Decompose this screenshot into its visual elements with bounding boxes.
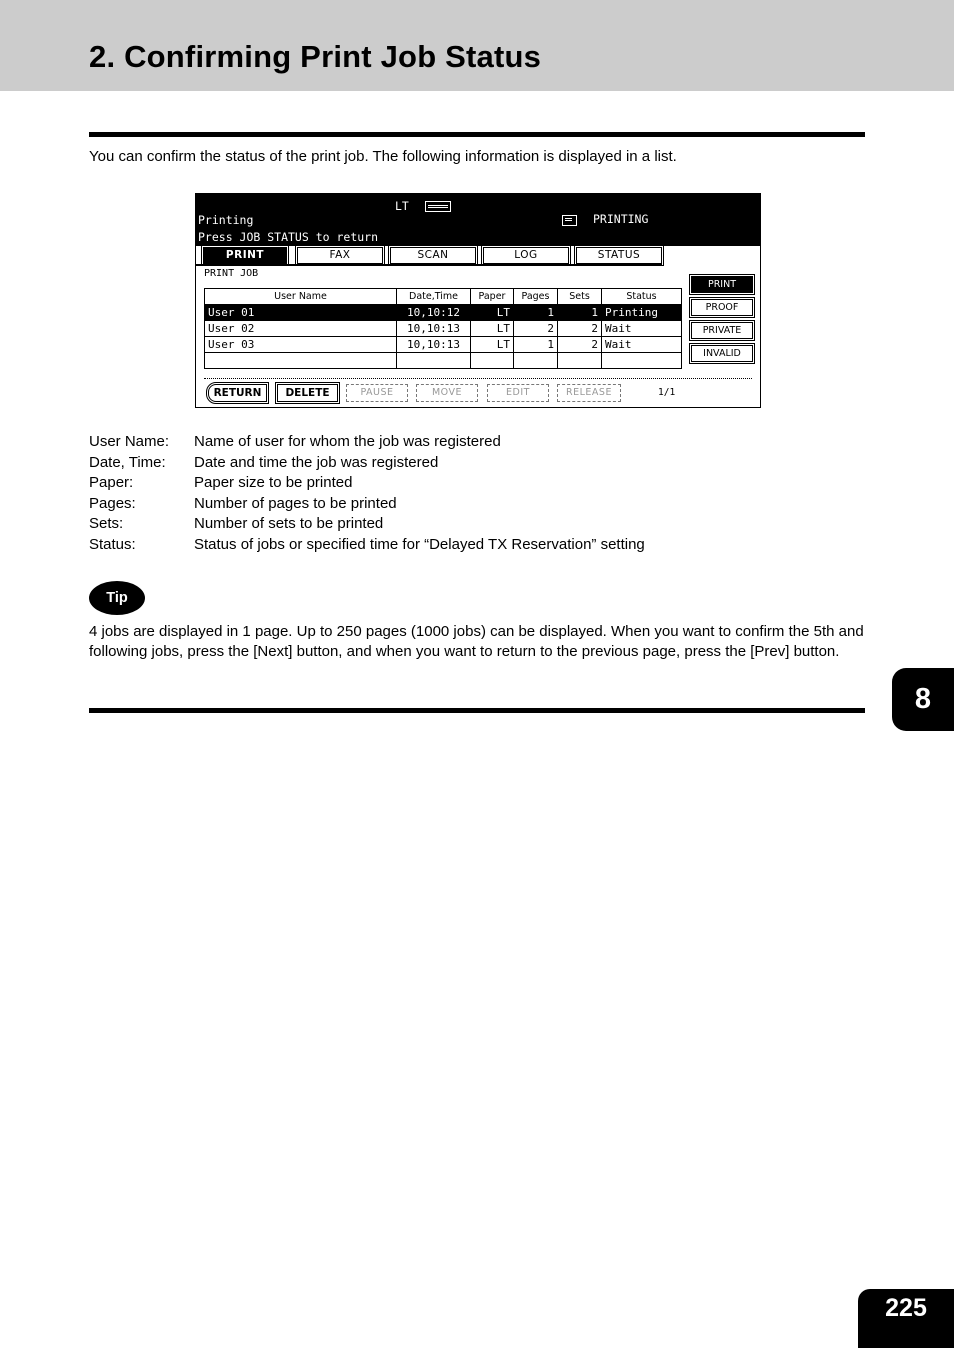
cell-datetime: 10,10:13 (397, 337, 471, 353)
proof-filter-button[interactable]: PROOF (691, 299, 753, 316)
definition-term: Sets: (89, 515, 124, 532)
printer-icon (562, 215, 577, 226)
cell-sets: 1 (558, 305, 602, 321)
cell-paper: LT (471, 337, 514, 353)
cell-paper: LT (471, 321, 514, 337)
panel-divider (204, 378, 752, 379)
table-row[interactable] (205, 337, 682, 353)
table-row[interactable] (205, 305, 682, 321)
chapter-tab: 8 (892, 668, 954, 731)
edit-button[interactable]: EDIT (487, 384, 549, 402)
cell-pages: 1 (514, 337, 558, 353)
definition-desc: Paper size to be printed (194, 474, 353, 491)
col-status: Status (602, 289, 682, 305)
tab-print[interactable]: PRINT (203, 247, 287, 264)
cell-sets: 2 (558, 321, 602, 337)
definition-term: Pages: (89, 494, 136, 512)
status-right: PRINTING (593, 212, 649, 226)
private-filter-button[interactable]: PRIVATE (691, 322, 753, 339)
definition-desc: Number of pages to be printed (194, 494, 397, 512)
col-sets: Sets (558, 289, 602, 305)
col-paper: Paper (471, 289, 514, 305)
delete-button[interactable]: DELETE (277, 384, 338, 402)
cell-paper: LT (471, 305, 514, 321)
print-filter-button[interactable]: PRINT (691, 276, 753, 293)
cell-datetime: 10,10:12 (397, 305, 471, 321)
definition-term: User Name: (89, 433, 170, 450)
top-rule (89, 132, 865, 137)
job-status-panel (195, 193, 761, 408)
definition-desc: Date and time the job was registered (194, 453, 439, 471)
invalid-filter-button[interactable]: INVALID (691, 345, 753, 362)
tip-text: 4 jobs are displayed in 1 page. Up to 250 pages (1000 jobs) can be displayed. When you want to confirm the 5th and following jobs, press the [Next] button, and when you want to return to the previous page, press the [Prev] button. (89, 623, 864, 660)
page-header (0, 0, 954, 91)
cell-status: Wait (602, 337, 682, 353)
page-title: 2. Confirming Print Job Status (89, 39, 542, 74)
pause-button[interactable]: PAUSE (346, 384, 408, 402)
definition-term: Status: (89, 535, 136, 553)
col-pages: Pages (514, 289, 558, 305)
definition-desc: Status of jobs or specified time for “Delayed TX Reservation” setting (194, 535, 645, 553)
paper-tray-icon (425, 201, 451, 212)
status-left: Printing (198, 213, 254, 227)
cell-status: Printing (602, 305, 682, 321)
intro-text: You can confirm the status of the print job. The following information is displayed in a list. (89, 148, 677, 165)
tip-badge: Tip (89, 581, 145, 615)
tab-fax[interactable]: FAX (297, 247, 383, 264)
release-button[interactable]: RELEASE (557, 384, 621, 402)
definition-term: Paper: (89, 474, 134, 491)
panel-status-bar (196, 194, 760, 246)
cell-status: Wait (602, 321, 682, 337)
table-row[interactable] (205, 321, 682, 337)
tab-scan[interactable]: SCAN (390, 247, 476, 264)
return-button[interactable]: RETURN (208, 384, 267, 402)
definition-desc: Name of user for whom the job was registered (194, 433, 501, 450)
table-row-empty (205, 353, 682, 369)
paper-size: LT (395, 199, 409, 213)
cell-sets: 2 (558, 337, 602, 353)
tab-status[interactable]: STATUS (576, 247, 662, 264)
cell-user: User 01 (205, 305, 397, 321)
cell-datetime: 10,10:13 (397, 321, 471, 337)
tab-underline (196, 264, 662, 266)
panel-subtitle: PRINT JOB (204, 268, 259, 279)
definition-term: Date, Time: (89, 453, 166, 471)
bottom-rule (89, 708, 865, 713)
cell-user: User 02 (205, 321, 397, 337)
col-user-name: User Name (205, 289, 397, 305)
cell-pages: 2 (514, 321, 558, 337)
table-header-row (205, 289, 682, 305)
cell-user: User 03 (205, 337, 397, 353)
col-date-time: Date,Time (397, 289, 471, 305)
panel-hint: Press JOB STATUS to return (198, 230, 379, 244)
definition-desc: Number of sets to be printed (194, 515, 384, 532)
cell-pages: 1 (514, 305, 558, 321)
page-indicator: 1/1 (658, 387, 676, 398)
job-table (204, 288, 682, 369)
move-button[interactable]: MOVE (416, 384, 478, 402)
tab-log[interactable]: LOG (483, 247, 569, 264)
page-number: 225 (858, 1289, 954, 1348)
